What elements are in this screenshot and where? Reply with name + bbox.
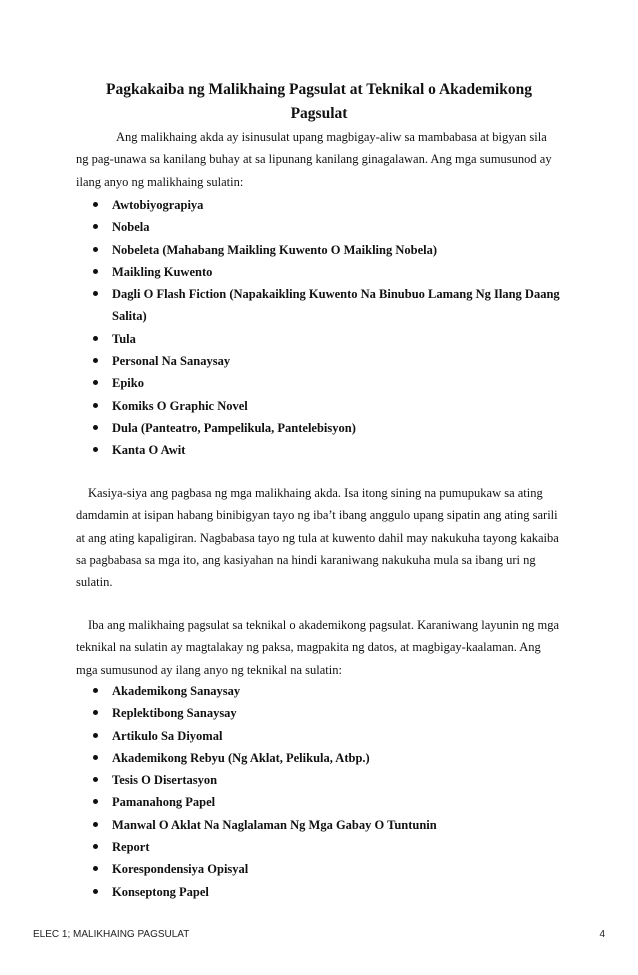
bullet-icon — [93, 799, 98, 804]
bullet-icon — [93, 755, 98, 760]
bullet-icon — [93, 844, 98, 849]
list-item — [110, 702, 562, 724]
technical-forms-list — [110, 680, 562, 903]
list-item — [110, 194, 562, 216]
list-item-label: Dula (Panteatro, Pampelikula, Pantelebisyon) — [112, 420, 356, 435]
list-item-label: Epiko — [112, 376, 144, 391]
list-item-label: Akademikong Sanaysay — [112, 684, 241, 698]
list-item-label: Report — [112, 840, 150, 855]
page-title: Pagkakaiba ng Malikhaing Pagsulat at Teknikal o Akademikong Pagsulat — [106, 81, 532, 122]
bullet-icon — [93, 889, 98, 894]
list-item-label: Komiks O Graphic Novel — [112, 398, 248, 413]
list-item — [110, 791, 562, 813]
bullet-icon — [93, 380, 98, 385]
list-item — [110, 417, 562, 439]
list-item — [110, 216, 562, 238]
bullet-icon — [93, 224, 98, 229]
list-item-label: Artikulo Sa Diyomal — [112, 728, 223, 743]
bullet-icon — [93, 733, 98, 738]
bullet-icon — [93, 688, 98, 693]
list-item — [110, 858, 562, 880]
list-item-label: Tula — [112, 331, 136, 346]
bullet-icon — [93, 822, 98, 827]
technical-intro-paragraph: Iba ang malikhaing pagsulat sa teknikal o akademikong pagsulat. Karaniwang layunin ng mga teknikal na sulatin ay magtalakay ng paksa, magpakita ng datos, at magbigay-kaalaman. Ang mga sumusunod ay ilang anyo ng teknikal na sulatin: — [76, 618, 560, 677]
bullet-icon — [93, 866, 98, 871]
list-item-label: Akademikong Rebyu (Ng Aklat, Pelikula, Atbp.) — [112, 750, 370, 765]
list-item-label: Awtobiyograpiya — [112, 198, 204, 212]
footer-course-label: ELEC 1; MALIKHAING PAGSULAT — [33, 929, 190, 940]
list-item — [110, 261, 562, 283]
list-item-label: Personal Na Sanaysay — [112, 354, 231, 369]
list-item-label: Pamanahong Papel — [112, 795, 216, 810]
bullet-icon — [93, 202, 98, 207]
bullet-icon — [93, 425, 98, 430]
list-item-label: Nobeleta (Mahabang Maikling Kuwento O Maikling Nobela) — [112, 242, 438, 257]
bullet-icon — [93, 447, 98, 452]
list-item — [110, 239, 562, 261]
list-item-label: Korespondensiya Opisyal — [112, 862, 249, 877]
list-item-label: Dagli O Flash Fiction (Napakaikling Kuwento Na Binubuo Lamang Ng Ilang Daang Salita) — [112, 287, 560, 324]
list-item-label: Konseptong Papel — [112, 884, 209, 899]
list-item-label: Replektibong Sanaysay — [112, 706, 237, 721]
list-item-label: Manwal O Aklat Na Naglalaman Ng Mga Gabay O Tuntunin — [112, 817, 437, 832]
list-item — [110, 372, 562, 394]
list-item — [110, 836, 562, 858]
list-item-label: Maikling Kuwento — [112, 264, 213, 279]
list-item — [110, 395, 562, 417]
list-item — [110, 328, 562, 350]
list-item — [110, 769, 562, 791]
creative-forms-list — [110, 194, 562, 462]
list-item — [110, 439, 562, 461]
list-item-label: Kanta O Awit — [112, 443, 186, 458]
list-item-label: Tesis O Disertasyon — [112, 773, 218, 788]
bullet-icon — [93, 403, 98, 408]
bullet-icon — [93, 269, 98, 274]
list-item — [110, 725, 562, 747]
list-item — [110, 814, 562, 836]
bullet-icon — [93, 777, 98, 782]
bullet-icon — [93, 291, 98, 296]
list-item — [110, 680, 562, 702]
intro-paragraph: Ang malikhaing akda ay isinusulat upang magbigay-aliw sa mambabasa at bigyan sila ng pag-unawa sa kanilang buhay at sa lipunang kanilang ginagalawan. Ang mga sumusunod ay ilang anyo ng malikhaing sulatin: — [76, 130, 552, 189]
list-item — [110, 881, 562, 903]
list-item — [110, 747, 562, 769]
list-item-label: Nobela — [112, 220, 150, 235]
bullet-icon — [93, 336, 98, 341]
page-number: 4 — [599, 929, 605, 940]
creative-reading-paragraph: Kasiya-siya ang pagbasa ng mga malikhaing akda. Isa itong sining na pumupukaw sa ating damdamin at isipan habang binibigyan tayo ng iba’t ibang anggulo upang sipatin ang ating sarili at ang ating kapaligiran. Nagbabasa tayo ng tula at kuwento dahil may nakukuha tayong kakaiba sa pagbabasa sa mga ito, ang kasiyahan na hindi karaniwang nakukuha mula sa ibang uri ng sulatin. — [76, 486, 559, 590]
bullet-icon — [93, 358, 98, 363]
bullet-icon — [93, 247, 98, 252]
list-item — [110, 350, 562, 372]
bullet-icon — [93, 710, 98, 715]
list-item — [110, 283, 562, 328]
page-footer — [33, 929, 605, 945]
